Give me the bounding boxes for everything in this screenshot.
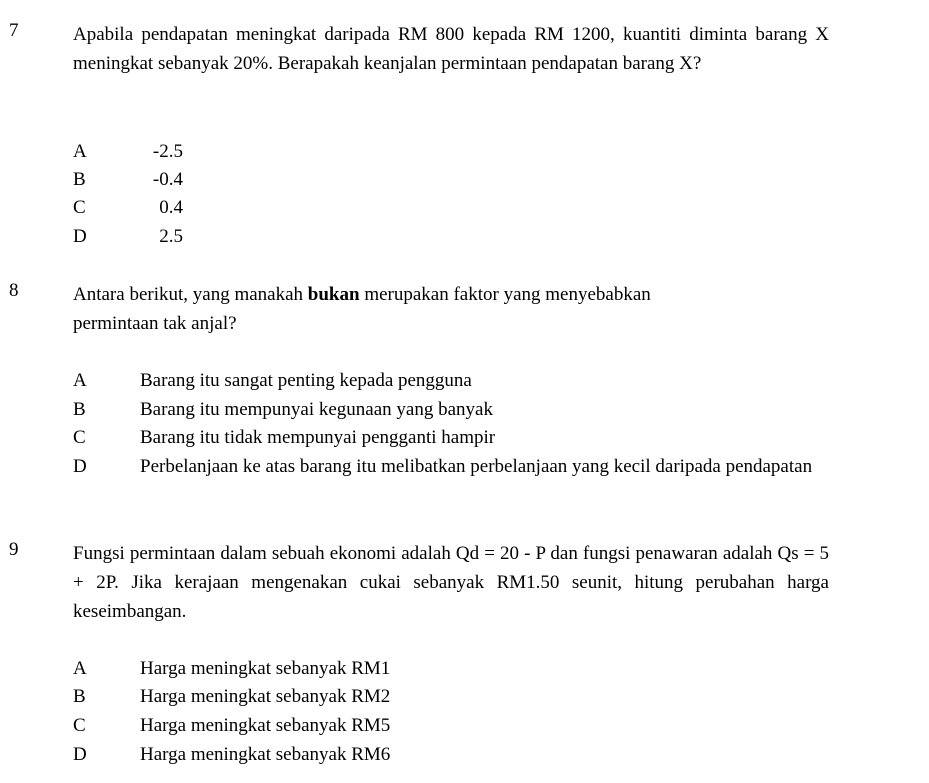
option-letter: C (73, 427, 86, 448)
option-text: Harga meningkat sebanyak RM5 (140, 715, 391, 736)
option-text: 2.5 (159, 226, 183, 247)
option-letter: B (73, 686, 86, 707)
option-letter: D (73, 456, 87, 477)
option-letter: B (73, 169, 86, 190)
option-text: -0.4 (152, 169, 183, 190)
option-letter: A (73, 141, 87, 162)
option-text: Perbelanjaan ke atas barang itu melibatkan perbelanjaan yang kecil daripada pendapatan (140, 456, 813, 477)
option-letter: A (73, 658, 87, 679)
option-letter: D (73, 226, 87, 247)
question-text-part: Antara berikut, yang manakah (73, 284, 308, 305)
option-letter: C (73, 197, 86, 218)
option-text: Harga meningkat sebanyak RM1 (140, 658, 391, 679)
question-number: 9 (9, 539, 19, 560)
question-text-part: merupakan faktor yang menyebabkan (359, 284, 651, 305)
option-text: 0.4 (159, 197, 183, 218)
option-d[interactable] (73, 452, 823, 481)
option-letter: D (73, 744, 87, 765)
option-letter: C (73, 715, 86, 736)
question-text: Apabila pendapatan meningkat daripada RM 800 kepada RM 1200, kuantiti diminta barang X meningkat sebanyak 20%. Berapakah keanjalan permintaan pendapatan barang X? (73, 24, 829, 74)
question-number: 8 (9, 280, 19, 301)
question-text (73, 280, 829, 338)
option-letter: B (73, 399, 86, 420)
option-text: -2.5 (152, 141, 183, 162)
question-text-part: permintaan tak anjal? (73, 313, 237, 334)
emphasis-word: bukan (307, 284, 360, 305)
option-text: Barang itu mempunyai kegunaan yang banyak (140, 399, 493, 420)
option-letter: A (73, 370, 87, 391)
option-text: Barang itu sangat penting kepada pengguna (140, 370, 472, 391)
question-number: 7 (9, 20, 19, 41)
option-text: Barang itu tidak mempunyai pengganti hampir (140, 427, 496, 448)
option-text: Harga meningkat sebanyak RM2 (140, 686, 391, 707)
option-text: Harga meningkat sebanyak RM6 (140, 744, 391, 765)
question-text: Fungsi permintaan dalam sebuah ekonomi adalah Qd = 20 - P dan fungsi penawaran adalah Qs = 5 + 2P. Jika kerajaan mengenakan cukai sebanyak RM1.50 seunit, hitung perubahan harga keseimbangan. (73, 543, 829, 622)
